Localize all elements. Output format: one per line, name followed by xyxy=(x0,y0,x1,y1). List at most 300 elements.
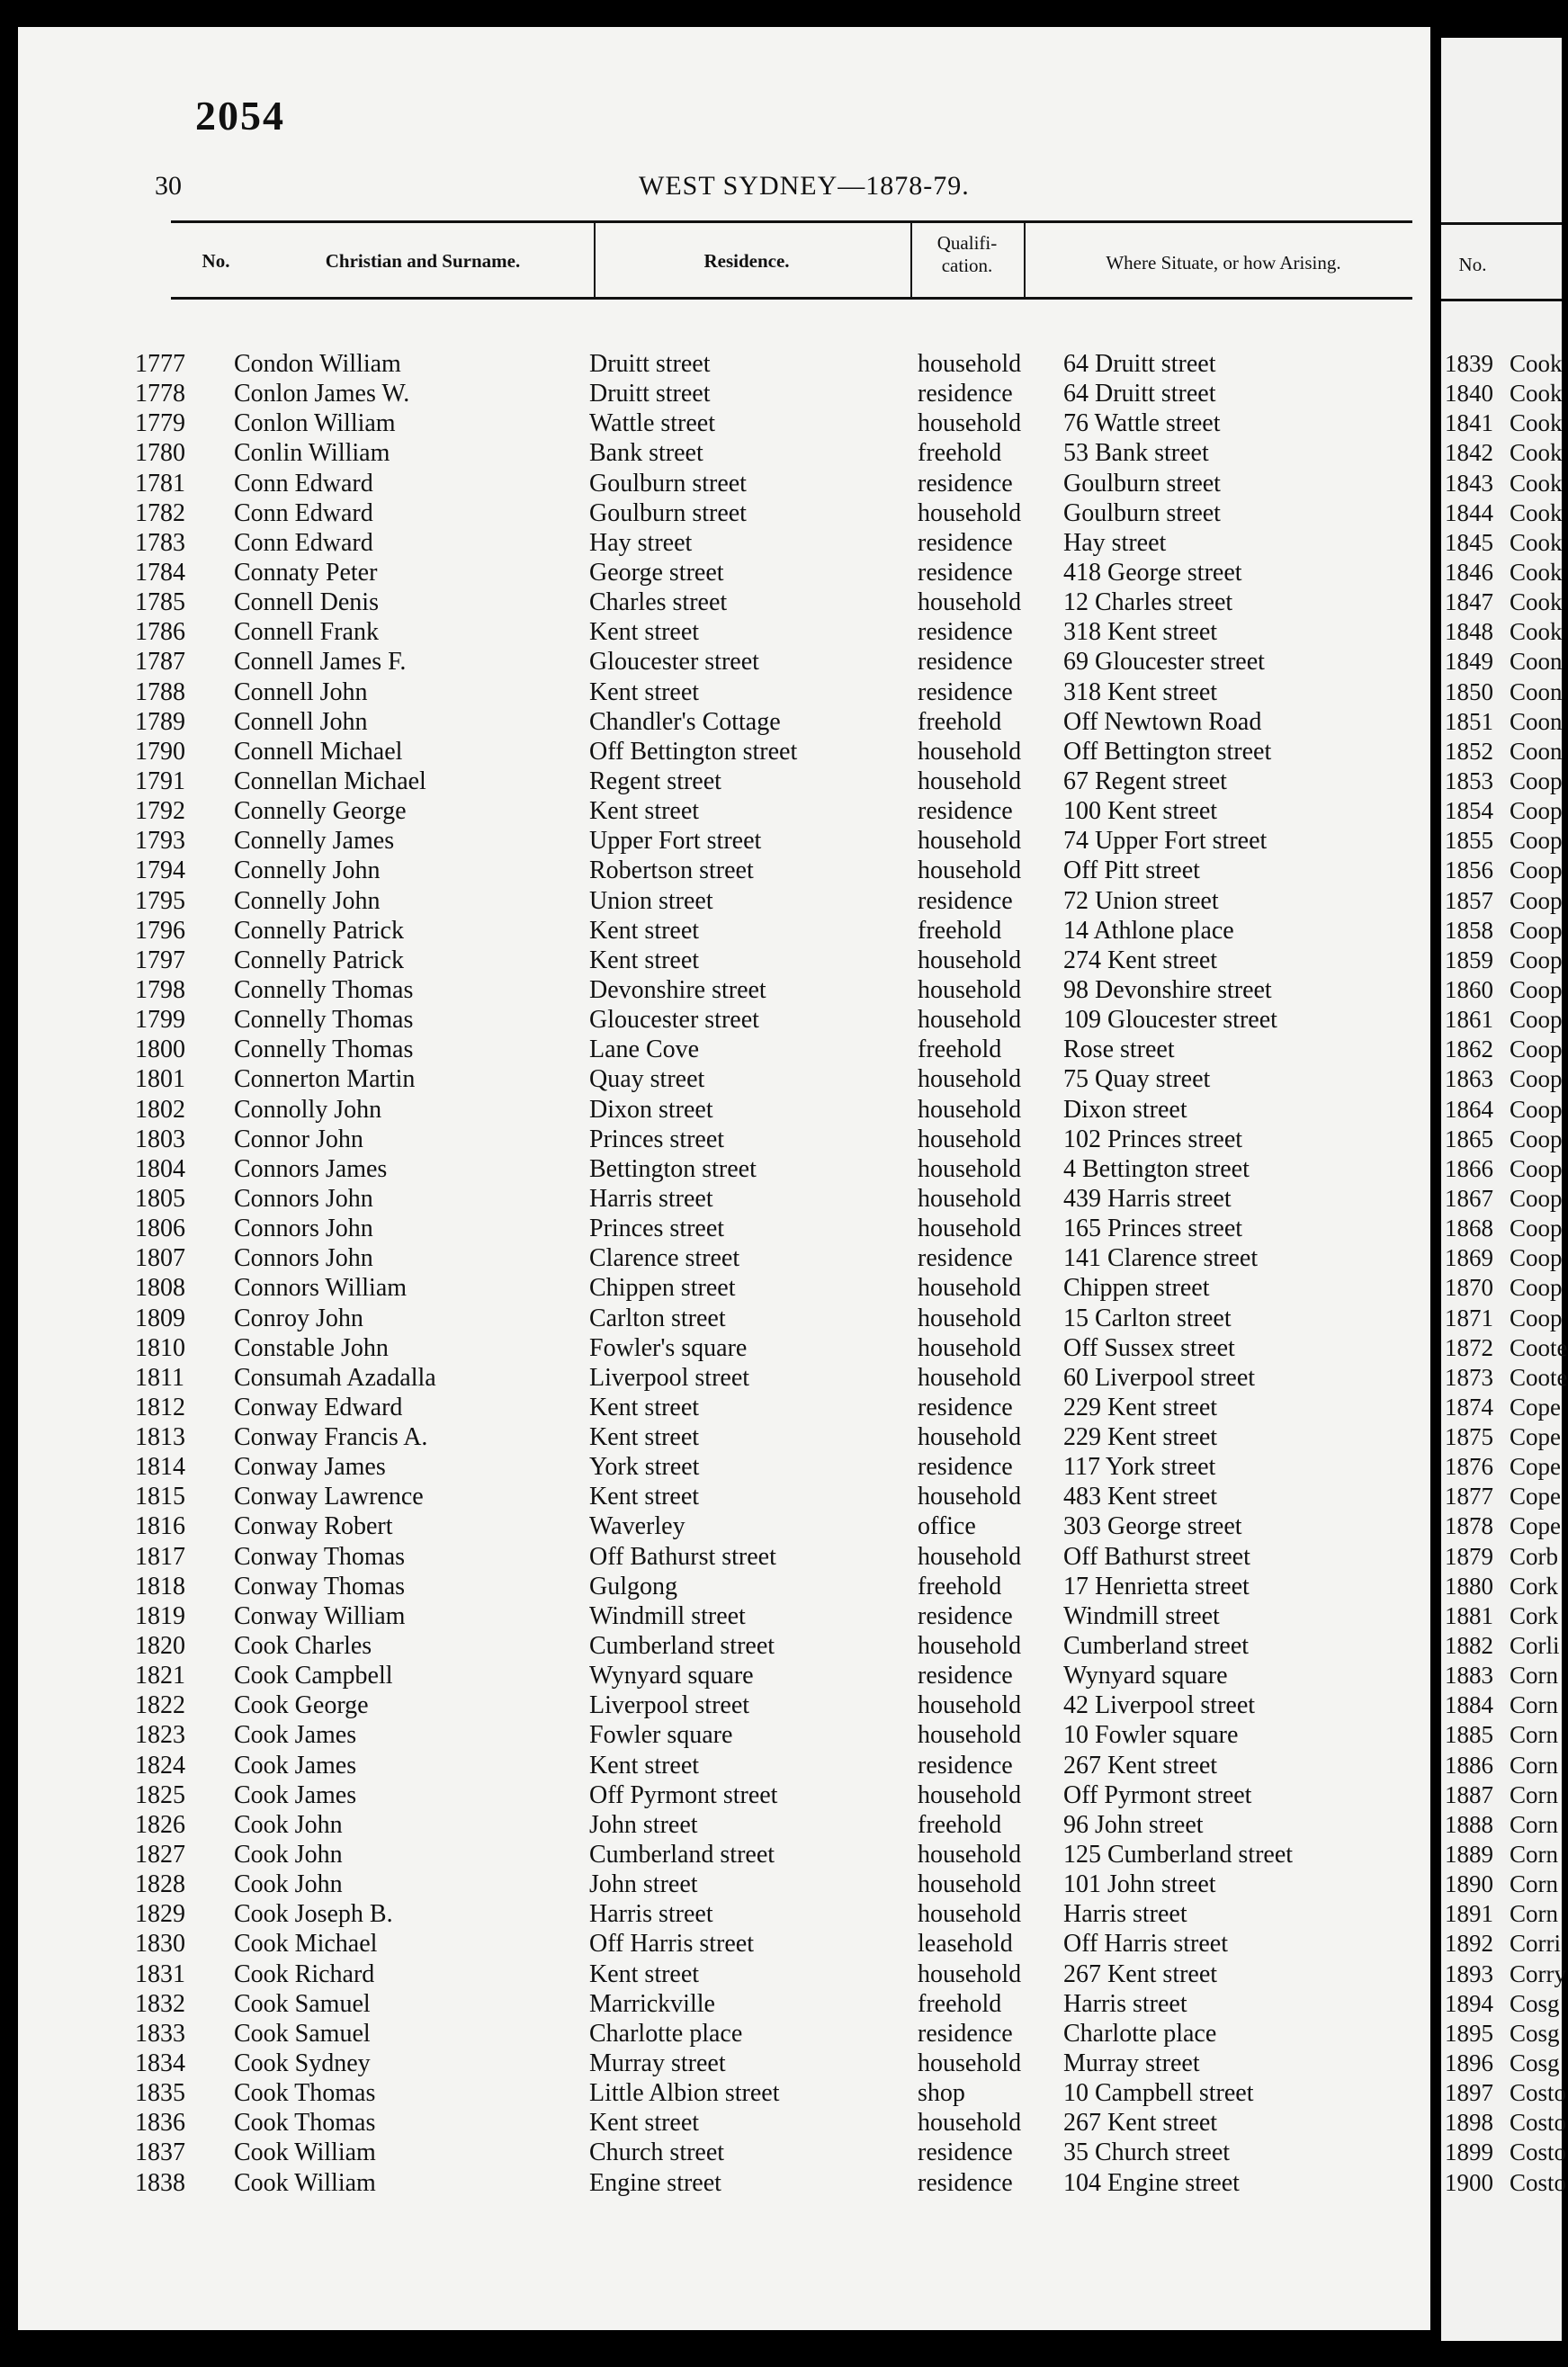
where-situate-cell: Chippen street xyxy=(1063,1274,1210,1303)
facing-entry-number: 1896 xyxy=(1445,2049,1493,2077)
where-situate-cell: 75 Quay street xyxy=(1063,1065,1211,1094)
facing-row xyxy=(1441,707,1562,737)
facing-entry-number: 1849 xyxy=(1445,648,1493,676)
where-situate-cell: 64 Druitt street xyxy=(1063,350,1216,378)
where-situate-cell: Off Pyrmont street xyxy=(1063,1780,1252,1809)
residence-cell: Wattle street xyxy=(589,409,716,438)
entry-number: 1795 xyxy=(135,886,185,915)
facing-row xyxy=(1441,379,1562,408)
qualification-cell: household xyxy=(918,1125,1022,1153)
residence-cell: Bank street xyxy=(589,439,703,468)
facing-row xyxy=(1441,826,1562,856)
entry-number: 1797 xyxy=(135,946,185,974)
entry-number: 1823 xyxy=(135,1721,185,1750)
residence-cell: Kent street xyxy=(589,1423,700,1452)
voter-name: Cook Samuel xyxy=(234,1989,371,2018)
voter-name: Conway Lawrence xyxy=(234,1483,424,1511)
voter-name: Connelly James xyxy=(234,827,395,856)
facing-entry-number: 1869 xyxy=(1445,1244,1493,1272)
voter-name: Connell John xyxy=(234,677,368,706)
entry-number: 1799 xyxy=(135,1006,185,1035)
voter-name: Connell James F. xyxy=(234,648,407,677)
facing-voter-name: Coop xyxy=(1510,946,1563,973)
facing-voter-name: Corry xyxy=(1510,1959,1566,1987)
facing-row xyxy=(1441,767,1562,796)
facing-entry-number: 1864 xyxy=(1445,1095,1493,1123)
where-situate-cell: 418 George street xyxy=(1063,558,1242,587)
where-situate-cell: 76 Wattle street xyxy=(1063,409,1221,438)
table-row xyxy=(135,946,1412,975)
table-row xyxy=(135,1243,1412,1273)
residence-cell: Kent street xyxy=(589,1393,700,1421)
facing-row xyxy=(1441,1363,1568,1393)
qualification-cell: household xyxy=(918,975,1022,1004)
page-title: WEST SYDNEY—1878-79. xyxy=(639,171,970,201)
table-row xyxy=(135,469,1412,498)
qualification-cell: household xyxy=(918,1870,1022,1899)
facing-entry-number: 1888 xyxy=(1445,1810,1493,1838)
facing-row xyxy=(1441,1422,1562,1452)
table-row xyxy=(135,1720,1412,1750)
facing-entry-number: 1840 xyxy=(1445,380,1493,408)
voter-name: Connelly George xyxy=(234,797,407,826)
voter-name: Conway William xyxy=(234,1601,406,1630)
qualification-cell: household xyxy=(918,1333,1022,1362)
table-row xyxy=(135,2049,1412,2078)
qualification-cell: household xyxy=(918,2109,1022,2138)
facing-voter-name: Cook xyxy=(1510,409,1563,437)
facing-header-bottom-rule xyxy=(1441,299,1562,301)
entry-number: 1830 xyxy=(135,1930,185,1959)
qualification-cell: freehold xyxy=(918,707,1002,736)
facing-voter-name: Cork xyxy=(1510,1601,1558,1629)
residence-cell: Gulgong xyxy=(589,1572,677,1600)
facing-entry-number: 1899 xyxy=(1445,2138,1493,2166)
qualification-cell: household xyxy=(918,827,1022,856)
facing-voter-name: Coop xyxy=(1510,886,1563,914)
qualification-cell: household xyxy=(918,1304,1022,1332)
entry-number: 1789 xyxy=(135,707,185,736)
facing-entry-number: 1860 xyxy=(1445,975,1493,1003)
qualification-cell: residence xyxy=(918,2138,1013,2167)
qualification-cell: household xyxy=(918,350,1022,378)
facing-row xyxy=(1441,1989,1562,2019)
table-row xyxy=(135,886,1412,916)
voter-name: Connelly John xyxy=(234,886,381,915)
where-situate-cell: Dixon street xyxy=(1063,1095,1187,1124)
facing-entry-number: 1851 xyxy=(1445,707,1493,735)
voter-table xyxy=(135,349,1412,2198)
entry-number: 1793 xyxy=(135,827,185,856)
voter-name: Cook Joseph B. xyxy=(234,1900,393,1929)
entry-number: 1827 xyxy=(135,1841,185,1869)
facing-entry-number: 1839 xyxy=(1445,350,1493,377)
where-situate-cell: Charlotte place xyxy=(1063,2019,1217,2048)
facing-voter-name: Costo xyxy=(1510,2079,1567,2107)
where-situate-cell: 74 Upper Fort street xyxy=(1063,827,1268,856)
facing-voter-name: Corri xyxy=(1510,1930,1561,1958)
facing-entry-number: 1877 xyxy=(1445,1483,1493,1511)
facing-entry-number: 1885 xyxy=(1445,1721,1493,1749)
voter-name: Connelly Thomas xyxy=(234,975,414,1004)
where-situate-cell: 60 Liverpool street xyxy=(1063,1363,1256,1392)
facing-voter-name: Cope xyxy=(1510,1483,1561,1511)
where-situate-cell: Off Bettington street xyxy=(1063,737,1272,766)
table-row xyxy=(135,1899,1412,1929)
table-row xyxy=(135,737,1412,767)
facing-row xyxy=(1441,886,1562,916)
residence-cell: Kent street xyxy=(589,1751,700,1780)
voter-name: Constable John xyxy=(234,1333,389,1362)
qualification-cell: household xyxy=(918,1363,1022,1392)
voter-name: Cook William xyxy=(234,2168,376,2197)
voter-name: Conway Thomas xyxy=(234,1542,406,1571)
voter-name: Connors John xyxy=(234,1184,373,1213)
residence-cell: Lane Cove xyxy=(589,1036,700,1064)
facing-entry-number: 1858 xyxy=(1445,916,1493,944)
where-situate-cell: Harris street xyxy=(1063,1900,1187,1929)
where-situate-cell: Off Newtown Road xyxy=(1063,707,1262,736)
voter-name: Condon William xyxy=(234,350,401,378)
table-row xyxy=(135,438,1412,468)
facing-entry-number: 1878 xyxy=(1445,1512,1493,1540)
qualification-cell: residence xyxy=(918,2168,1013,2197)
voter-name: Cook Charles xyxy=(234,1632,372,1661)
residence-cell: Union street xyxy=(589,886,713,915)
residence-cell: Carlton street xyxy=(589,1304,726,1332)
facing-entry-number: 1874 xyxy=(1445,1393,1493,1421)
voter-name: Cook Thomas xyxy=(234,2109,376,2138)
table-row xyxy=(135,1363,1412,1393)
table-row xyxy=(135,1661,1412,1690)
voter-name: Consumah Azadalla xyxy=(234,1363,436,1392)
where-situate-cell: 109 Gloucester street xyxy=(1063,1006,1277,1035)
residence-cell: Waverley xyxy=(589,1512,685,1541)
facing-row xyxy=(1441,1482,1562,1511)
table-row xyxy=(135,1989,1412,2019)
residence-cell: Goulburn street xyxy=(589,469,747,498)
voter-name: Cook James xyxy=(234,1780,357,1809)
facing-row xyxy=(1441,677,1562,707)
table-row xyxy=(135,1869,1412,1899)
qualification-cell: household xyxy=(918,1542,1022,1571)
voter-name: Conway Robert xyxy=(234,1512,393,1541)
facing-entry-number: 1854 xyxy=(1445,797,1493,825)
facing-voter-name: Corn xyxy=(1510,1841,1558,1869)
table-row xyxy=(135,1125,1412,1154)
voter-name: Conway Thomas xyxy=(234,1572,406,1600)
residence-cell: Robertson street xyxy=(589,856,754,885)
facing-entry-number: 1900 xyxy=(1445,2168,1493,2196)
qualification-cell: household xyxy=(918,588,1022,617)
where-situate-cell: Windmill street xyxy=(1063,1601,1220,1630)
where-situate-cell: 483 Kent street xyxy=(1063,1483,1218,1511)
facing-voter-name: Corli xyxy=(1510,1632,1560,1660)
residence-cell: Liverpool street xyxy=(589,1363,750,1392)
table-row xyxy=(135,498,1412,528)
facing-entry-number: 1883 xyxy=(1445,1662,1493,1690)
facing-voter-name: Cope xyxy=(1510,1453,1561,1481)
facing-voter-name: Corn xyxy=(1510,1751,1558,1779)
facing-row xyxy=(1441,916,1562,946)
facing-row xyxy=(1441,2019,1562,2049)
voter-name: Connell Michael xyxy=(234,737,403,766)
qualification-cell: household xyxy=(918,1095,1022,1124)
residence-cell: Off Pyrmont street xyxy=(589,1780,778,1809)
facing-voter-name: Coop xyxy=(1510,1274,1563,1302)
header-bottom-rule xyxy=(171,297,1412,300)
facing-entry-number: 1887 xyxy=(1445,1780,1493,1808)
qualification-cell: residence xyxy=(918,558,1013,587)
table-row xyxy=(135,1511,1412,1541)
where-situate-cell: 274 Kent street xyxy=(1063,946,1218,974)
entry-number: 1811 xyxy=(135,1363,184,1392)
qualification-cell: leasehold xyxy=(918,1930,1013,1959)
column-divider-where xyxy=(1024,223,1026,297)
residence-cell: Off Bathurst street xyxy=(589,1542,776,1571)
facing-voter-name: Corn xyxy=(1510,1780,1558,1808)
table-row xyxy=(135,528,1412,558)
table-row xyxy=(135,767,1412,796)
where-situate-cell: 42 Liverpool street xyxy=(1063,1691,1256,1720)
table-row xyxy=(135,856,1412,885)
residence-cell: Dixon street xyxy=(589,1095,713,1124)
facing-entry-number: 1889 xyxy=(1445,1841,1493,1869)
residence-cell: Upper Fort street xyxy=(589,827,762,856)
facing-row xyxy=(1441,975,1562,1005)
facing-voter-name: Corn xyxy=(1510,1810,1558,1838)
facing-voter-name: Cook xyxy=(1510,469,1563,497)
qualification-cell: freehold xyxy=(918,439,1002,468)
entry-number: 1802 xyxy=(135,1095,185,1124)
facing-entry-number: 1863 xyxy=(1445,1065,1493,1093)
entry-number: 1788 xyxy=(135,677,185,706)
qualification-cell: residence xyxy=(918,1601,1013,1630)
facing-entry-number: 1865 xyxy=(1445,1125,1493,1152)
table-row xyxy=(135,349,1412,379)
facing-row xyxy=(1441,1690,1562,1720)
entry-number: 1820 xyxy=(135,1632,185,1661)
facing-voter-name: Corn xyxy=(1510,1662,1558,1690)
qualification-cell: household xyxy=(918,1483,1022,1511)
where-situate-cell: 17 Henrietta street xyxy=(1063,1572,1250,1600)
entry-number: 1807 xyxy=(135,1244,185,1273)
entry-number: 1801 xyxy=(135,1065,185,1094)
where-situate-cell: 318 Kent street xyxy=(1063,618,1218,647)
facing-entry-number: 1893 xyxy=(1445,1959,1493,1987)
table-row xyxy=(135,617,1412,647)
voter-name: Cook Michael xyxy=(234,1930,378,1959)
facing-row xyxy=(1441,1064,1562,1094)
entry-number: 1826 xyxy=(135,1810,185,1839)
facing-entry-number: 1897 xyxy=(1445,2079,1493,2107)
voter-name: Connors William xyxy=(234,1274,408,1303)
voter-name: Connerton Martin xyxy=(234,1065,416,1094)
header-name: Christian and Surname. xyxy=(325,250,521,272)
qualification-cell: shop xyxy=(918,2079,965,2108)
qualification-cell: residence xyxy=(918,618,1013,647)
residence-cell: Harris street xyxy=(589,1900,713,1929)
entry-number: 1783 xyxy=(135,528,185,557)
table-row xyxy=(135,707,1412,737)
facing-entry-number: 1875 xyxy=(1445,1423,1493,1451)
entry-number: 1812 xyxy=(135,1393,185,1421)
facing-voter-name: Corn xyxy=(1510,1691,1558,1719)
qualification-cell: household xyxy=(918,409,1022,438)
entry-number: 1791 xyxy=(135,767,185,795)
facing-row xyxy=(1441,946,1562,975)
entry-number: 1790 xyxy=(135,737,185,766)
entry-number: 1825 xyxy=(135,1780,185,1809)
facing-row xyxy=(1441,408,1562,438)
residence-cell: Liverpool street xyxy=(589,1691,750,1720)
table-row xyxy=(135,1154,1412,1184)
table-row xyxy=(135,1810,1412,1840)
facing-row xyxy=(1441,647,1562,677)
entry-number: 1804 xyxy=(135,1154,185,1183)
where-situate-cell: 229 Kent street xyxy=(1063,1423,1218,1452)
residence-cell: Fowler square xyxy=(589,1721,733,1750)
table-row xyxy=(135,1542,1412,1572)
facing-entry-number: 1848 xyxy=(1445,618,1493,646)
header-where: Where Situate, or how Arising. xyxy=(1106,252,1341,273)
table-row xyxy=(135,2078,1412,2108)
entry-number: 1838 xyxy=(135,2168,185,2197)
facing-entry-number: 1873 xyxy=(1445,1363,1493,1391)
facing-entry-number: 1842 xyxy=(1445,439,1493,467)
table-row xyxy=(135,647,1412,677)
residence-cell: Wynyard square xyxy=(589,1662,754,1690)
table-row xyxy=(135,1304,1412,1333)
where-situate-cell: 100 Kent street xyxy=(1063,797,1218,826)
where-situate-cell: 12 Charles street xyxy=(1063,588,1233,617)
facing-voter-name: Cope xyxy=(1510,1512,1561,1540)
facing-entry-number: 1856 xyxy=(1445,856,1493,884)
voter-name: Cook Sydney xyxy=(234,2049,371,2078)
facing-entry-number: 1892 xyxy=(1445,1930,1493,1958)
facing-voter-name: Cook xyxy=(1510,439,1563,467)
voter-name: Cook James xyxy=(234,1751,357,1780)
qualification-cell: household xyxy=(918,1900,1022,1929)
facing-row xyxy=(1441,796,1562,826)
table-row xyxy=(135,1959,1412,1989)
entry-number: 1778 xyxy=(135,380,185,408)
where-situate-cell: 101 John street xyxy=(1063,1870,1216,1899)
qualification-cell: freehold xyxy=(918,1036,1002,1064)
qualification-cell: household xyxy=(918,1154,1022,1183)
table-row xyxy=(135,1214,1412,1243)
table-row xyxy=(135,1333,1412,1363)
facing-entry-number: 1890 xyxy=(1445,1870,1493,1898)
facing-voter-name: Coop xyxy=(1510,1215,1563,1242)
facing-entry-number: 1894 xyxy=(1445,1989,1493,2017)
facing-row xyxy=(1441,1184,1562,1214)
entry-number: 1792 xyxy=(135,797,185,826)
qualification-cell: household xyxy=(918,498,1022,527)
facing-row xyxy=(1441,1095,1562,1125)
table-row xyxy=(135,1273,1412,1303)
where-situate-cell: 267 Kent street xyxy=(1063,1959,1218,1988)
table-row xyxy=(135,587,1412,617)
residence-cell: Engine street xyxy=(589,2168,721,2197)
where-situate-cell: 15 Carlton street xyxy=(1063,1304,1232,1332)
voter-name: Cook Thomas xyxy=(234,2079,376,2108)
facing-row xyxy=(1441,1452,1562,1482)
facing-entry-number: 1847 xyxy=(1445,588,1493,616)
where-situate-cell: 165 Princes street xyxy=(1063,1215,1243,1243)
facing-voter-name: Cook xyxy=(1510,498,1563,526)
entry-number: 1779 xyxy=(135,409,185,438)
facing-voter-name: Coon xyxy=(1510,648,1563,676)
facing-row xyxy=(1441,1959,1566,1989)
facing-voter-name: Corn xyxy=(1510,1721,1558,1749)
facing-voter-name: Costo xyxy=(1510,2138,1567,2166)
facing-row xyxy=(1441,1035,1562,1064)
residence-cell: Church street xyxy=(589,2138,725,2167)
entry-number: 1809 xyxy=(135,1304,185,1332)
residence-cell: Kent street xyxy=(589,797,700,826)
table-row xyxy=(135,1929,1412,1959)
where-situate-cell: Harris street xyxy=(1063,1989,1187,2018)
page-number: 30 xyxy=(155,171,182,201)
residence-cell: Kent street xyxy=(589,618,700,647)
header-top-rule xyxy=(171,220,1412,223)
facing-entry-number: 1841 xyxy=(1445,409,1493,437)
table-row xyxy=(135,1452,1412,1482)
where-situate-cell: Off Bathurst street xyxy=(1063,1542,1250,1571)
facing-row xyxy=(1441,498,1562,528)
residence-cell: Devonshire street xyxy=(589,975,766,1004)
entry-number: 1819 xyxy=(135,1601,185,1630)
residence-cell: Kent street xyxy=(589,1959,700,1988)
facing-entry-number: 1872 xyxy=(1445,1333,1493,1361)
facing-entry-number: 1882 xyxy=(1445,1632,1493,1660)
table-row xyxy=(135,1601,1412,1631)
entry-number: 1810 xyxy=(135,1333,185,1362)
residence-cell: Off Harris street xyxy=(589,1930,754,1959)
facing-row xyxy=(1441,438,1562,468)
facing-entry-number: 1884 xyxy=(1445,1691,1493,1719)
entry-number: 1784 xyxy=(135,558,185,587)
residence-cell: Fowler's square xyxy=(589,1333,748,1362)
qualification-cell: residence xyxy=(918,469,1013,498)
where-situate-cell: 67 Regent street xyxy=(1063,767,1227,795)
entry-number: 1817 xyxy=(135,1542,185,1571)
facing-voter-name: Coop xyxy=(1510,767,1563,794)
facing-voter-name: Cook xyxy=(1510,588,1563,616)
entry-number: 1814 xyxy=(135,1453,185,1482)
facing-voter-name: Coote xyxy=(1510,1333,1568,1361)
table-row xyxy=(135,2138,1412,2167)
facing-voter-name: Coop xyxy=(1510,1244,1563,1272)
voter-name: Cook Campbell xyxy=(234,1662,393,1690)
table-row xyxy=(135,1572,1412,1601)
residence-cell: Cumberland street xyxy=(589,1632,775,1661)
voter-name: Conlon William xyxy=(234,409,396,438)
entry-number: 1786 xyxy=(135,618,185,647)
residence-cell: Princes street xyxy=(589,1215,725,1243)
facing-voter-name: Coon xyxy=(1510,707,1563,735)
facing-row xyxy=(1441,1751,1562,1780)
residence-cell: Charles street xyxy=(589,588,728,617)
facing-row xyxy=(1441,528,1562,558)
residence-cell: John street xyxy=(589,1870,698,1899)
facing-entry-number: 1898 xyxy=(1445,2109,1493,2137)
facing-entry-number: 1881 xyxy=(1445,1601,1493,1629)
facing-entry-number: 1895 xyxy=(1445,2019,1493,2047)
table-row xyxy=(135,1751,1412,1780)
residence-cell: Hay street xyxy=(589,528,693,557)
